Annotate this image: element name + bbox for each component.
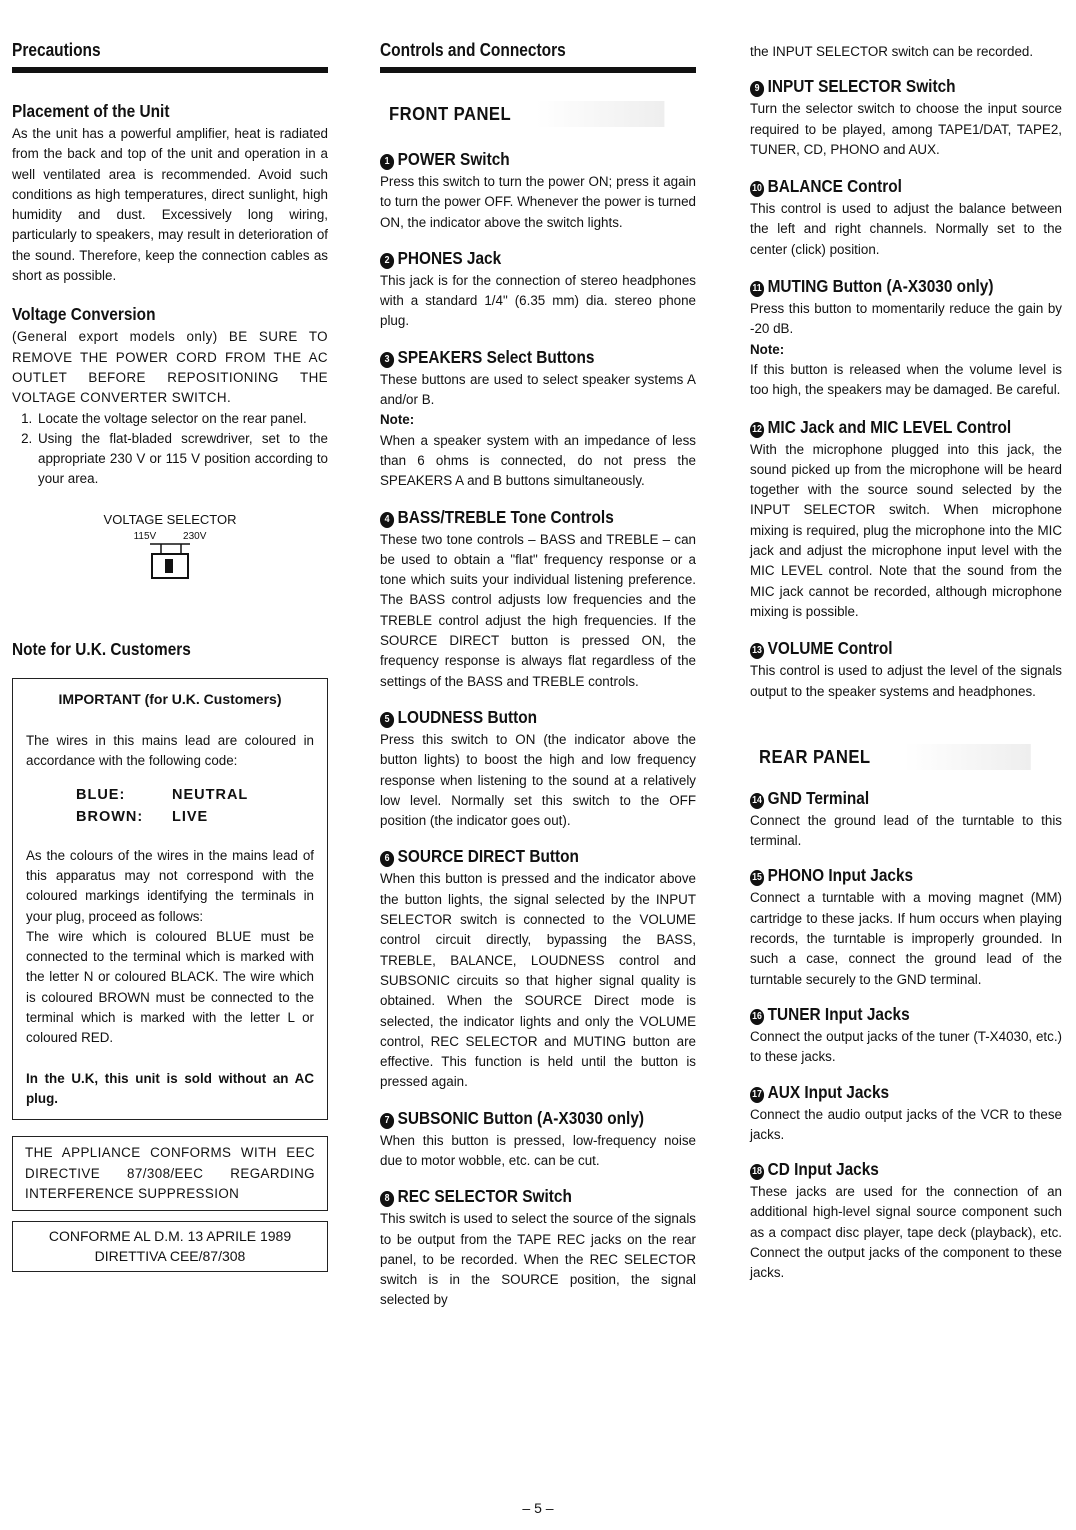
italy-box [12,1221,328,1272]
control-item-title [750,76,1025,97]
eec-box [12,1136,328,1211]
control-item-text: Connect the audio output jacks of the VCR to these jacks. [750,1106,1062,1142]
item-title-text: SPEAKERS Select Buttons [397,346,595,367]
item-number-badge: 6 [380,851,394,867]
item-title-text: TUNER Input Jacks [767,1003,910,1024]
note-text: When a speaker system with an impedance of less than 6 ohms is connected, do not press the SPEAKERS A and B buttons simultaneously. [380,432,696,489]
control-item-text: Press this switch to ON (the indicator above the button lights) to boost the high and low frequency response when listening to the sound at a relatively low level. Normally set this switch to the OFF position (the indicator goes out). [380,731,696,829]
control-item [380,248,696,332]
item-number-badge: 11 [750,281,764,297]
item-title-text: INPUT SELECTOR Switch [767,76,956,97]
code-brown-key: BROWN: [76,808,144,825]
control-item-title [380,347,658,368]
item-title-text: PHONES Jack [397,247,502,268]
item-title-text: SUBSONIC Button (A-X3030 only) [397,1107,645,1128]
control-item [750,1004,1062,1068]
wire-code [76,784,314,828]
rear-panel-title: REAR PANEL [750,744,1031,770]
item-number-badge: 10 [750,181,764,197]
placement-text: As the unit has a powerful amplifier, heat is radiated from the back and top of the unit and operation in a well ventilated area is recommended. Avoid such conditions as high temperatures, direct sunlight, high humidity and dust. Excessively long wiring, particularly to speakers, may result in deterioration of the sound. Therefore, keep the connection cables as short as possible. [12,126,328,284]
page-number: – 5 – [522,1500,554,1516]
note-text: If this button is released when the volume level is too high, the speakers may be damaged. Be careful. [750,361,1062,398]
control-item-text: This jack is for the connection of stereo headphones with a standard 1/4" (6.35 mm) dia. stereo phone plug. [380,272,696,329]
voltage-title: Voltage Conversion [12,304,156,325]
controls-header: Controls and Connectors [380,40,566,60]
item-number-badge: 16 [750,1009,764,1025]
control-item-text: This control is used to adjust the level of the signals output to the speaker systems and headphones. [750,663,1062,699]
code-brown-value: LIVE [172,808,209,825]
item-title-text: SOURCE DIRECT Button [397,846,579,867]
item-number-badge: 1 [380,154,394,170]
control-item [750,1082,1062,1146]
uk-text3: In the U.K, this unit is sold without an AC plug. [26,1070,314,1106]
item-number-badge: 12 [750,422,764,438]
control-item-text: This control is used to adjust the balance between the left and right channels. Normally set to the center (click) position. [750,201,1062,257]
eec-text: THE APPLIANCE CONFORMS WITH EEC DIRECTIVE 87/308/EEC REGARDING INTERFERENCE SUPPRESSION [25,1145,315,1201]
item-number-badge: 13 [750,643,764,659]
italy-line2: DIRETTIVA CEE/87/308 [94,1248,246,1265]
item-number-badge: 9 [750,81,764,97]
control-item [380,507,696,692]
item-title-text: POWER Switch [397,149,510,169]
voltage-230-label: 230V [183,530,207,542]
item-number-badge: 8 [380,1191,394,1207]
item-title-text: MIC Jack and MIC LEVEL Control [767,416,1012,437]
control-item [750,788,1062,852]
front-items-list-continued [750,76,1062,702]
control-item-title [380,846,658,867]
front-panel-title: FRONT PANEL [380,101,664,127]
item-title-text: BALANCE Control [767,176,902,197]
code-blue-key: BLUE: [76,786,126,803]
continued-text: the INPUT SELECTOR switch can be recorded. [750,44,1034,59]
voltage-115-label: 115V [133,530,157,542]
control-item [750,276,1062,400]
front-items-list [380,149,696,1311]
voltage-switch-icon [130,542,210,582]
control-item-title [750,1159,1025,1180]
control-item [750,1159,1062,1283]
code-blue-value: NEUTRAL [172,786,249,803]
voltage-step: 2. Using the flat-bladed screwdriver, set to the appropriate 230 V or 115 V position according to your area. [36,429,328,490]
item-number-badge: 7 [380,1113,394,1129]
control-item [380,707,696,831]
controls-column-continued [750,40,1062,1298]
uk-text1: As the colours of the wires in the mains lead of this apparatus may not correspond with the coloured markings identifying the terminals in your plug, proceed as follows: [26,847,314,924]
control-item-text: Press this switch to turn the power ON; press it again to turn the power OFF. Whenever the power is turned ON, the indicator above the switch lights. [380,174,696,230]
item-number-badge: 5 [380,712,394,728]
item-number-badge: 18 [750,1164,764,1180]
control-item-title [750,865,1025,886]
voltage-selector-figure [12,512,328,585]
control-item-title [750,638,1025,659]
control-item [380,1186,696,1310]
control-item [380,149,696,233]
control-item-title [750,176,1025,197]
uk-title: Note for U.K. Customers [12,638,191,659]
control-item-text: These buttons are used to select speaker systems A and/or B. [380,371,696,408]
uk-text2: The wire which is coloured BLUE must be connected to the terminal which is marked with the letter N or coloured BLACK. The wire which is coloured BROWN must be connected to the terminal which is marked with the letter L or coloured RED. [26,928,314,1046]
item-title-text: BASS/TREBLE Tone Controls [397,506,614,527]
rear-items-list [750,788,1062,1284]
item-number-badge: 4 [380,512,394,528]
control-item-title [380,149,658,170]
item-number-badge: 3 [380,352,394,368]
item-title-text: MUTING Button (A-X3030 only) [767,276,994,297]
control-item-title [380,248,658,269]
control-item-title [750,276,1025,297]
italy-line1: CONFORME AL D.M. 13 APRILE 1989 [48,1228,292,1245]
item-number-badge: 2 [380,253,394,269]
voltage-step: 1. Locate the voltage selector on the rear panel. [36,409,328,429]
control-item-text: Turn the selector switch to choose the input source required to be played, among TAPE1/DAT, TAPE2, TUNER, CD, PHONO and AUX. [750,101,1062,157]
control-item [750,417,1062,623]
control-item-text: These two tone controls – BASS and TREBLE – can be used to obtain a "flat" frequency response or a tone which suits your individual listening preference. The BASS control adjusts low frequencies and the TREBLE control adjust the high frequencies. If the SOURCE DIRECT button is pressed ON, the frequency response is always flat regardless of the settings of the BASS and TREBLE controls. [380,531,696,689]
control-item [750,176,1062,260]
control-item [380,846,696,1092]
item-number-badge: 15 [750,870,764,886]
control-item-title [380,1108,658,1129]
item-title-text: GND Terminal [767,787,870,808]
control-item-text: These jacks are used for the connection of an additional high-level signal source component such as a compact disc player, tape deck (playback), etc. Connect the output jacks of the component to these jacks. [750,1184,1062,1281]
note-label: Note: [380,412,415,428]
precautions-header: Precautions [12,40,101,60]
note-label: Note: [750,341,785,357]
control-item-text: Connect the output jacks of the tuner (T-X4030, etc.) to these jacks. [750,1028,1062,1065]
control-item-text: Connect a turntable with a moving magnet (MM) cartridge to these jacks. If hum occurs when playing records, the turntable is improperly grounded. In such a case, connect the ground lead of the turntable securely to the GND terminal. [750,890,1062,987]
control-item [750,76,1062,160]
voltage-selector-label: VOLTAGE SELECTOR [103,511,237,527]
control-item-text: When this button is pressed and the indicator above the button lights, the signal selected by the INPUT SELECTOR switch is connected to the VOLUME control circuit directly, bypassing the BASS, TREBLE, BALANCE, LOUDNESS control and SUBSONIC circuits so that higher signal quality is obtained. When the SOURCE Direct mode is selected, the indicator lights and only the VOLUME control, REC SELECTOR and MUTING button are effective. This function is held until the button is pressed again. [380,871,696,1090]
item-title-text: CD Input Jacks [767,1159,879,1180]
control-item-text: When this button is pressed, low-frequency noise due to motor wobble, etc. can be cut. [380,1132,696,1168]
placement-title: Placement of the Unit [12,101,170,121]
control-item-text: This switch is used to select the source of the signals to be output from the TAPE REC jacks on the rear panel, to be recorded. When the REC SELECTOR switch is in the SOURCE position, the signal selected by [380,1211,696,1308]
control-item-title [750,1082,1025,1103]
item-title-text: PHONO Input Jacks [767,865,914,886]
controls-column [380,40,696,1326]
control-item [750,865,1062,989]
voltage-text: (General export models only) BE SURE TO REMOVE THE POWER CORD FROM THE AC OUTLET BEFORE REPOSITIONING THE VOLTAGE CONVERTER SWITCH. [12,329,328,406]
control-item-title [750,1004,1025,1025]
uk-important-box [12,678,328,1120]
item-title-text: REC SELECTOR Switch [397,1186,572,1207]
control-item-text: Press this button to momentarily reduce the gain by -20 dB. [750,301,1062,337]
control-item-text: With the microphone plugged into this jack, the sound picked up from the microphone will be heard together with the source sound selected by the INPUT SELECTOR switch. When microphone mixing is required, plug the microphone into the MIC jack and adjust the microphone input level with the MIC LEVEL control. Note that the sound from the MIC jack cannot be recorded, although microphone mixing is possible. [750,441,1062,619]
precautions-column [12,40,328,1272]
voltage-steps [12,409,328,490]
control-item-title [380,507,658,528]
item-title-text: AUX Input Jacks [767,1081,890,1102]
item-number-badge: 17 [750,1087,764,1103]
control-item [380,1108,696,1172]
control-item-title [380,707,658,728]
item-number-badge: 14 [750,793,764,809]
item-title-text: LOUDNESS Button [397,706,538,727]
control-item-title [750,788,1025,809]
uk-box-title: IMPORTANT (for U.K. Customers) [58,690,282,707]
item-title-text: VOLUME Control [767,638,893,659]
control-item-text: Connect the ground lead of the turntable to this terminal. [750,812,1062,849]
control-item [380,347,696,492]
control-item-title [380,1186,658,1207]
uk-intro: The wires in this mains lead are coloured in accordance with the following code: [26,733,314,769]
control-item-title [750,417,1025,438]
control-item [750,638,1062,702]
